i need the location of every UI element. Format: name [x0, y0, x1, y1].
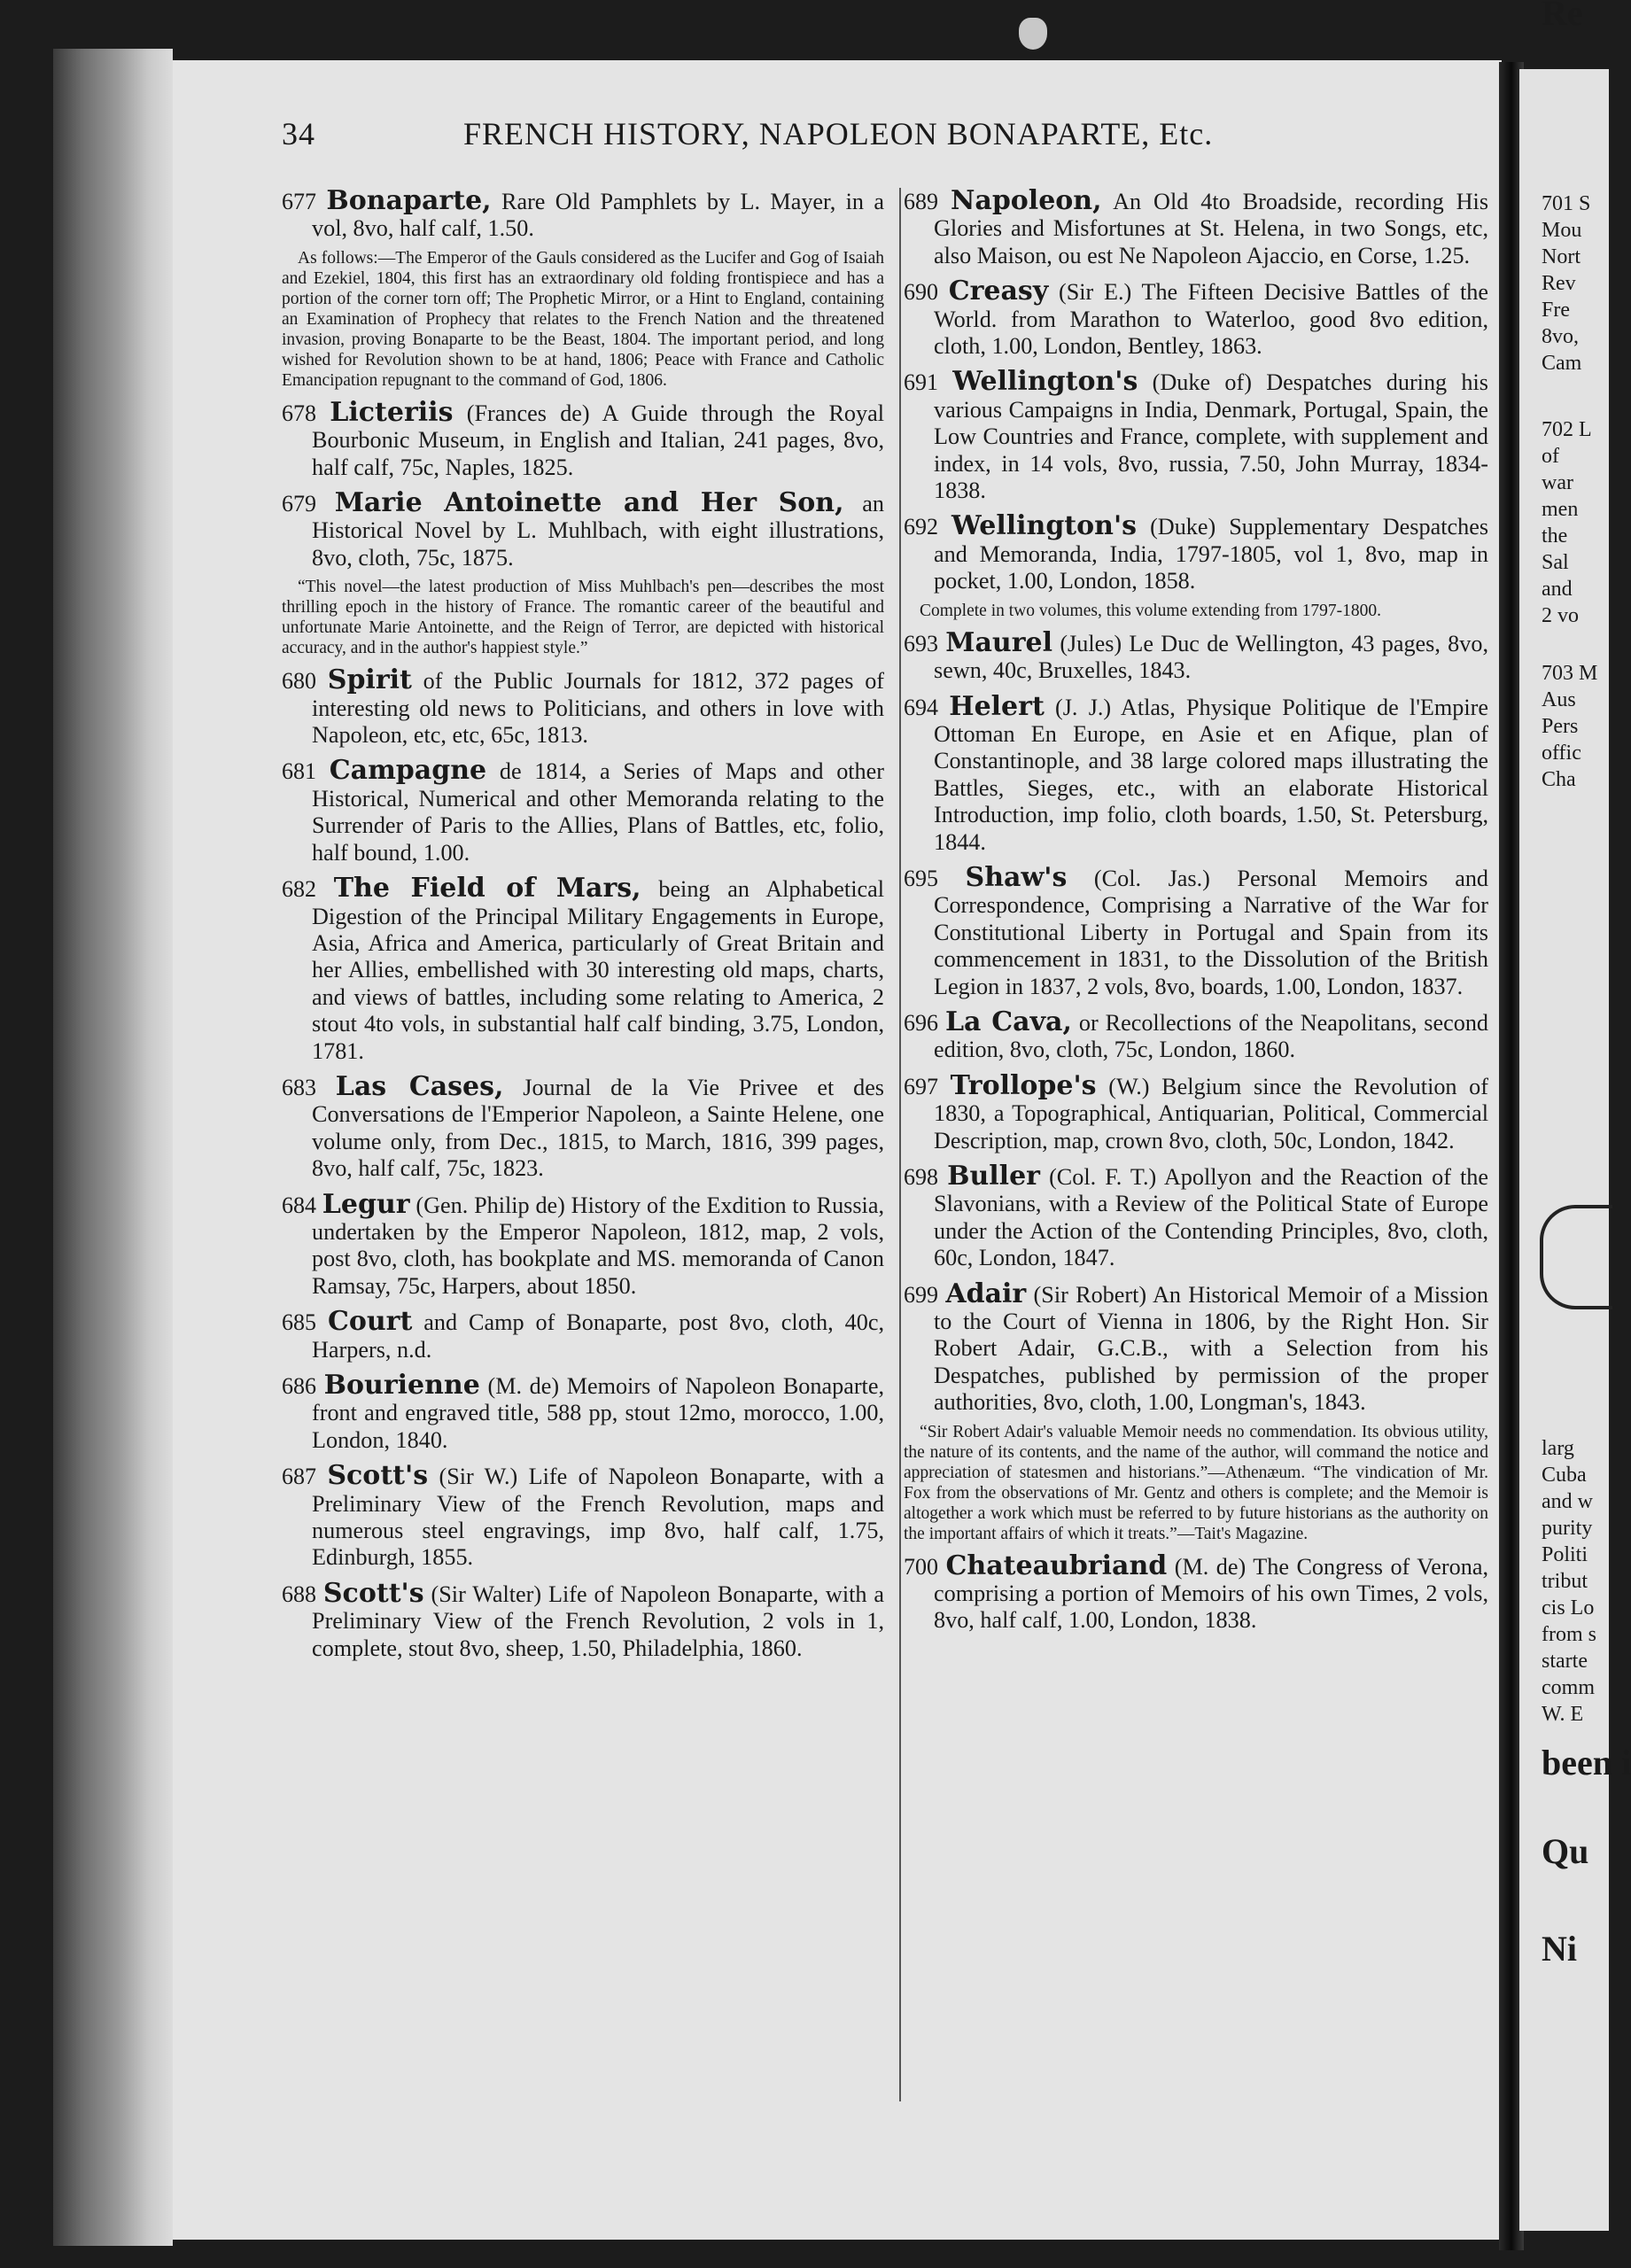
catalog-entry — [904, 1550, 1488, 1635]
entry-number: 695 — [904, 865, 938, 891]
entry-description: An Old 4to Broadside, recording His Glories and Misfortunes at St. Helena, in two Songs, etc, also Maison, ou est Ne Napoleon Ajaccio, en Corse, 1.25. — [934, 189, 1489, 268]
column-divider — [899, 188, 901, 2101]
facing-page-fragment: 703 M — [1542, 662, 1598, 685]
left-column — [282, 185, 885, 1671]
entry-author: La Cava, — [944, 1006, 1072, 1037]
entry-author: Buller — [947, 1161, 1040, 1192]
facing-page-fragment: Qu — [1542, 1831, 1589, 1871]
entry-author: Shaw's — [965, 861, 1068, 893]
facing-page-fragment: Aus — [1542, 688, 1576, 711]
catalog-entry — [282, 1188, 884, 1301]
catalog-entry — [282, 1460, 885, 1572]
entry-description: (M. de) Memoirs of Napoleon Bonaparte, front and engraved title, 588 pp, stout 12mo, morocco, 1.00, London, 1840. — [312, 1373, 884, 1453]
entry-description: (Duke of) Despatches during his various Campaigns in India, Denmark, Portugal, Spain, the Low Countries and France, complete, with supplement and index, in 14 vols, 8vo, russia, 7.50, John Murray, 1834-1838. — [934, 369, 1488, 504]
facing-page-fragment: 8vo, — [1542, 325, 1579, 348]
entry-author: Trollope's — [950, 1069, 1097, 1101]
facing-page-fragment: larg — [1542, 1437, 1574, 1460]
entry-description: or Recollections of the Neapolitans, second edition, 8vo, cloth, 75c, London, 1860. — [934, 1009, 1489, 1063]
facing-page-fragment: been i — [1542, 1743, 1631, 1783]
facing-page-fragment: Fre — [1542, 299, 1570, 322]
entry-author: Helert — [949, 690, 1045, 722]
catalog-entry — [904, 1006, 1489, 1064]
entry-number: 686 — [282, 1373, 316, 1399]
entry-description: (Sir Walter) Life of Napoleon Bonaparte, with a Preliminary View of the French Revolution, 2 vols in 1, complete, stout 8vo, sheep, 1.50, Philadelphia, 1860. — [312, 1581, 884, 1661]
entry-note: Complete in two volumes, this volume extending from 1797-1800. — [920, 601, 1382, 620]
entry-number: 679 — [282, 491, 316, 517]
entry-author: Creasy — [948, 276, 1049, 307]
entry-number: 694 — [904, 694, 938, 720]
entry-number: 692 — [904, 514, 938, 540]
entry-author: Marie Antoinette and Her Son, — [334, 487, 844, 519]
facing-page-fragment: purity — [1542, 1517, 1593, 1540]
facing-page-fragment: and w — [1542, 1490, 1593, 1513]
entry-author: Legur — [322, 1188, 410, 1220]
facing-page-fragment: Cha — [1542, 768, 1576, 791]
entry-number: 688 — [282, 1581, 316, 1607]
facing-page-fragment: Cuba — [1542, 1464, 1587, 1487]
facing-page-fragment: Sal — [1542, 551, 1569, 574]
catalog-entry — [904, 366, 1488, 504]
entry-number: 698 — [904, 1164, 938, 1190]
entry-description: (Sir W.) Life of Napoleon Bonaparte, with a Preliminary View of the French Revolution, maps and numerous steel engravings, imp 8vo, half calf, 1.75, Edinburgh, 1855. — [312, 1464, 885, 1571]
entry-number: 689 — [904, 189, 938, 214]
entry-author: Bourienne — [323, 1370, 480, 1401]
entry-number: 687 — [282, 1464, 316, 1490]
entry-description: being an Alphabetical Digestion of the Principal Military Engagements in Europe, Asia, Africa and America, particularly of Great Britain and her Allies, embellished with 30 interesting old maps, charts, and views of battles, including some relating to America, 2 stout 4to vols, in substantial half calf binding, 3.75, London, 1781. — [312, 876, 885, 1064]
page-tear — [1019, 18, 1047, 50]
catalog-entry — [904, 626, 1489, 685]
facing-page-fragment: Politi — [1542, 1543, 1588, 1566]
entry-description: Journal de la Vie Privee et des Conversations de l'Emperior Napoleon, a Sainte Helene, one volume only, from Dec., 1815, to March, 1816, 399 pages, 8vo, half calf, 75c, 1823. — [312, 1074, 885, 1182]
facing-page-fragment: 702 L — [1542, 418, 1592, 441]
entry-number: 697 — [904, 1073, 938, 1099]
right-column — [904, 185, 1489, 1643]
facing-page-fragment: offic — [1542, 742, 1581, 765]
page-number: 34 — [282, 116, 315, 151]
entry-description: (Duke) Supplementary Despatches and Memoranda, India, 1797-1805, vol 1, 8vo, map in pocket, 1.00, London, 1858. — [934, 514, 1489, 594]
entry-description: de 1814, a Series of Maps and other Historical, Numerical and other Memoranda relating to the Surrender of Paris to the Allies, Plans of Battles, etc, folio, half bound, 1.00. — [312, 758, 884, 866]
entry-number: 684 — [282, 1192, 316, 1218]
entry-author: Wellington's — [952, 366, 1138, 398]
entry-author: Chateaubriand — [945, 1550, 1168, 1581]
catalog-entry — [282, 1372, 884, 1454]
entry-author: Maurel — [945, 626, 1053, 658]
entry-number: 683 — [282, 1074, 316, 1100]
catalog-entry — [282, 396, 885, 481]
entry-number: 678 — [282, 400, 316, 426]
facing-page-fragment: Cam — [1542, 352, 1582, 375]
entry-author: The Field of Mars, — [333, 873, 641, 905]
catalog-entry — [282, 1306, 885, 1363]
entry-number: 699 — [904, 1281, 938, 1308]
entry-number: 685 — [282, 1309, 316, 1336]
facing-page-fragment: Rev — [1542, 272, 1576, 295]
entry-description: (Col. Jas.) Personal Memoirs and Correspondence, Comprising a Narrative of the War for Constitutional Liberty in Portugal and Spain from its commencement in 1831, to the Dissolution of the British Legion in 1837, 2 vols, 8vo, boards, 1.00, London, 1837. — [934, 865, 1489, 999]
catalog-entry — [282, 1070, 885, 1183]
catalog-entry — [282, 875, 884, 1065]
facing-page-fragment: starte — [1542, 1650, 1588, 1673]
entry-description: (Sir Robert) An Historical Memoir of a Mission to the Court of Vienna in 1806, by the Right Hon. Sir Robert Adair, G.C.B., with a Selection from his Despatches, published by permission of the proper authorities, 8vo, cloth, 1.00, Longman's, 1843. — [934, 1281, 1488, 1416]
facing-page-fragment: tribut — [1542, 1570, 1588, 1593]
entry-author: Spirit — [327, 664, 412, 696]
catalog-entry — [282, 487, 884, 571]
entry-number: 691 — [904, 369, 938, 396]
facing-page-fragment: 701 S — [1542, 192, 1591, 215]
facing-page-fragment: cis Lo — [1542, 1596, 1595, 1619]
catalog-entry — [904, 1069, 1488, 1154]
entry-author: Napoleon, — [950, 185, 1102, 216]
catalog-entry — [904, 510, 1489, 594]
facing-page-fragment: the — [1542, 524, 1568, 548]
catalog-entry — [282, 185, 884, 243]
catalog-entry — [282, 757, 884, 866]
entry-number: 700 — [904, 1553, 938, 1580]
entry-author: Campagne — [329, 755, 487, 787]
entry-description: (Jules) Le Duc de Wellington, 43 pages, 8vo, sewn, 40c, Bruxelles, 1843. — [934, 630, 1489, 684]
book-edge — [53, 49, 173, 2246]
catalog-entry — [282, 664, 885, 749]
facing-page-fragment: men — [1542, 498, 1579, 521]
entry-author: Adair — [945, 1278, 1027, 1309]
facing-page-fragment: Re — [1542, 0, 1583, 33]
catalog-entry — [904, 690, 1489, 856]
entry-author: Scott's — [322, 1577, 424, 1609]
facing-page-fragment: Pers — [1542, 715, 1579, 738]
entry-description: and Camp of Bonaparte, post 8vo, cloth, 40c, Harpers, n.d. — [312, 1309, 885, 1363]
facing-page-fragment: war — [1542, 471, 1573, 494]
entry-number: 682 — [282, 876, 316, 903]
entry-author: Las Cases, — [335, 1070, 504, 1102]
entry-number: 681 — [282, 758, 316, 785]
decorative-initial — [1540, 1205, 1612, 1309]
entry-author: Court — [327, 1306, 413, 1338]
catalog-entry — [904, 1278, 1488, 1417]
catalog-entry — [904, 278, 1488, 360]
entry-description: of the Public Journals for 1812, 372 pages of interesting old news to Politicians, and others in love with Napoleon, etc, etc, 65c, 1813. — [312, 668, 885, 749]
facing-page — [1519, 69, 1609, 2231]
entry-number: 680 — [282, 668, 316, 695]
entry-description: (Col. F. T.) Apollyon and the Reaction of the Slavonians, with a Review of the Political State of Europe under the Action of the Contending Principles, 8vo, cloth, 60c, London, 1847. — [934, 1164, 1489, 1271]
entry-description: (Gen. Philip de) History of the Exdition to Russia, undertaken by the Emperor Napoleon, 1812, map, 2 vols, post 8vo, cloth, has bookplate and MS. memoranda of Canon Ramsay, 75c, Harpers, about 1850. — [312, 1192, 884, 1299]
entry-description: (M. de) The Congress of Verona, comprising a portion of Memoirs of his own Times, 2 vols, 8vo, half calf, 1.00, London, 1838. — [934, 1553, 1488, 1634]
facing-page-fragment: and — [1542, 578, 1573, 601]
facing-page-fragment: Ni — [1542, 1929, 1577, 1969]
entry-author: Licteriis — [330, 396, 454, 428]
entry-description: (J. J.) Atlas, Physique Politique de l'Empire Ottoman En Europe, en Asie et en Afique, plan of Constantinople, and 38 large colored maps illustrating the Battles, Sieges, etc., with an elaborate Historical Introduction, imp folio, cloth boards, 1.50, St. Petersburg, 1844. — [934, 694, 1489, 855]
entry-number: 677 — [282, 189, 316, 214]
catalog-entry — [282, 1577, 884, 1662]
facing-page-fragment: of — [1542, 445, 1559, 468]
catalog-entry — [904, 185, 1489, 269]
entry-description: (W.) Belgium since the Revolution of 1830, a Topographical, Antiquarian, Political, Commercial Description, map, crown 8vo, cloth, 50c, London, 1842. — [934, 1073, 1488, 1153]
entry-author: Bonaparte, — [326, 185, 492, 216]
catalog-entry — [904, 1163, 1488, 1272]
entry-note: “This novel—the latest production of Miss Muhlbach's pen—describes the most thrilling epoch in the history of France. The romantic career of the beautiful and unfortunate Marie Antoinette, and the Reign of Terror, are depicted with historical accuracy, and in the author's happiest style.” — [282, 578, 884, 658]
entry-note: As follows:—The Emperor of the Gauls considered as the Lucifer and Gog of Isaiah and Ezekiel, 1804, this first has an extraordinary old folding frontispiece and has a portion of the corner torn off; The Prophetic Mirror, or a Hint to England, containing an Examination of Prophecy that relates to the French Nation and the threatened invasion, proving Bonaparte to be the Beast, 1804. The important period, and long wished for Revolution shown to be at hand, 1806; Peace with France and Catholic Emancipation repugnant to the command of God, 1806. — [282, 248, 884, 390]
entry-number: 690 — [904, 279, 938, 306]
entry-note: “Sir Robert Adair's valuable Memoir needs no commendation. Its obvious utility, the nature of its contents, and the name of the author, will command the notice and appreciation of statesmen and historians.”—Athenæum. “The vindication of Mr. Fox from the observations of Mr. Gentz and others is complete; and the Memoir is altogether a work which must be referred to by future historians as the authority on the important affairs of which it treats.”—Tait's Magazine. — [904, 1422, 1488, 1543]
entry-number: 696 — [904, 1009, 938, 1036]
facing-page-fragment: from s — [1542, 1623, 1596, 1646]
facing-page-fragment: comm — [1542, 1676, 1595, 1699]
entry-number: 693 — [904, 630, 938, 656]
facing-page-fragment: 2 vo — [1542, 604, 1579, 627]
entry-description: (Sir E.) The Fifteen Decisive Battles of the World. from Marathon to Waterloo, good 8vo edition, cloth, 1.00, London, Bentley, 1863. — [934, 279, 1489, 360]
entry-description: (Frances de) A Guide through the Royal Bourbonic Museum, in English and Italian, 241 pages, 8vo, half calf, 75c, Naples, 1825. — [312, 400, 885, 480]
entry-author: Wellington's — [951, 510, 1138, 542]
entry-author: Scott's — [327, 1460, 429, 1492]
page-title: FRENCH HISTORY, NAPOLEON BONAPARTE, Etc. — [463, 116, 1214, 151]
facing-page-fragment: Mou — [1542, 219, 1582, 242]
entry-description: an Historical Novel by L. Muhlbach, with eight illustrations, 8vo, cloth, 75c, 1875. — [312, 491, 884, 571]
entry-description: Rare Old Pamphlets by L. Mayer, in a vol, 8vo, half calf, 1.50. — [312, 189, 884, 242]
facing-page-fragment: Nort — [1542, 245, 1581, 268]
catalog-entry — [904, 861, 1489, 1000]
facing-page-fragment: W. E — [1542, 1703, 1584, 1726]
